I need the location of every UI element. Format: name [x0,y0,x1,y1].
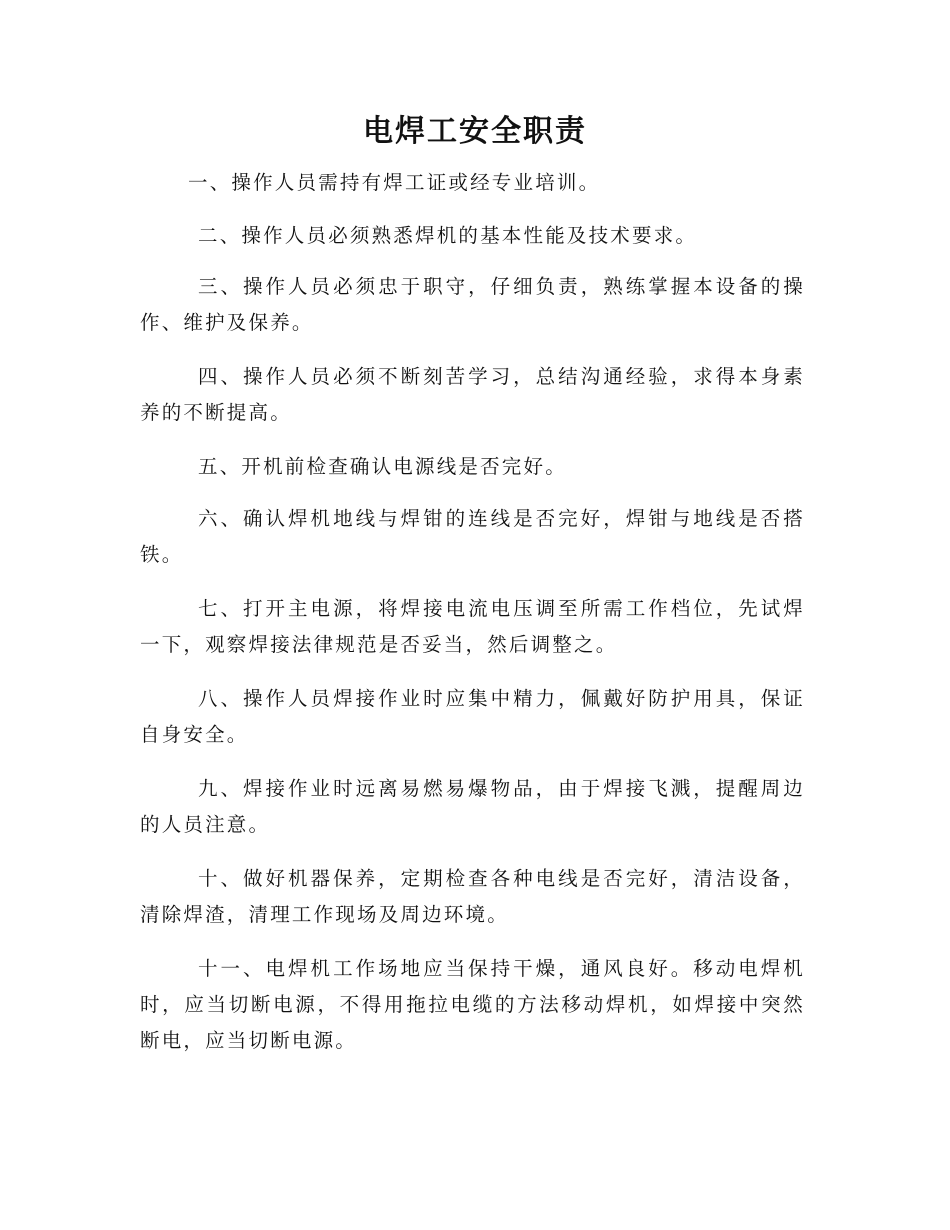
paragraph-6: 六、确认焊机地线与焊钳的连线是否完好，焊钳与地线是否搭铁。 [140,507,805,566]
paragraph-10: 十、做好机器保养，定期检查各种电线是否完好，清洁设备，清除焊渣，清理工作现场及周边环境。 [140,867,805,926]
paragraph-7: 七、打开主电源，将焊接电流电压调至所需工作档位，先试焊一下，观察焊接法律规范是否妥当，然后调整之。 [140,597,805,656]
paragraph-11: 十一、电焊机工作场地应当保持干燥，通风良好。移动电焊机时，应当切断电源，不得用拖拉电缆的方法移动焊机，如焊接中突然断电，应当切断电源。 [140,957,805,1052]
paragraph-3: 三、操作人员必须忠于职守，仔细负责，熟练掌握本设备的操作、维护及保养。 [140,275,805,334]
paragraph-8: 八、操作人员焊接作业时应集中精力，佩戴好防护用具，保证自身安全。 [140,687,805,746]
paragraph-4: 四、操作人员必须不断刻苦学习，总结沟通经验，求得本身素养的不断提高。 [140,365,805,424]
paragraph-9: 九、焊接作业时远离易燃易爆物品，由于焊接飞溅，提醒周边的人员注意。 [140,777,805,836]
page-title: 电焊工安全职责 [363,114,587,149]
paragraph-2: 二、操作人员必须熟悉焊机的基本性能及技术要求。 [198,224,698,247]
paragraph-1: 一、操作人员需持有焊工证或经专业培训。 [188,171,601,194]
paragraph-5: 五、开机前检查确认电源线是否完好。 [198,455,567,478]
